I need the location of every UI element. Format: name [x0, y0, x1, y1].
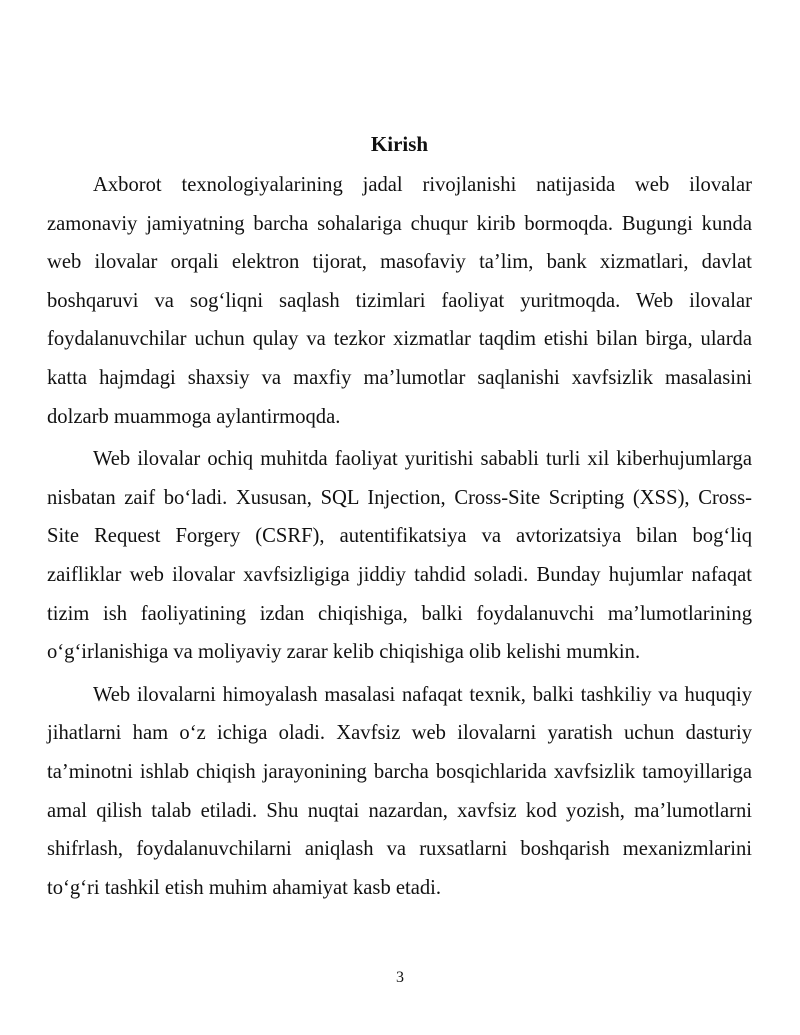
document-page: [47, 128, 752, 911]
page-number: 3: [396, 969, 404, 986]
paragraph-3: Web ilovalarni himoyalash masalasi nafaqat texnik, balki tashkiliy va huquqiy jihatlarni ham o‘z ichiga oladi. Xavfsiz web ilovalarni yaratish uchun dasturiy ta’minotni ishlab chiqish jarayonining barcha bosqichlarida xavfsizlik tamoyillariga amal qilish talab etiladi. Shu nuqtai nazardan, xavfsiz kod yozish, ma’lumotlarni shifrlash, foydalanuvchilarni aniqlash va ruxsatlarni boshqarish mexanizmlarini to‘g‘ri tashkil etish muhim ahamiyat kasb etadi.: [47, 683, 752, 899]
section-heading: Kirish: [370, 132, 429, 156]
paragraph-2: Web ilovalar ochiq muhitda faoliyat yuritishi sababli turli xil kiberhujumlarga nisbatan zaif bo‘ladi. Xususan, SQL Injection, Cross-Site Scripting (XSS), Cross-Site Request Forgery (CSRF), autentifikatsiya va avtorizatsiya bilan bog‘liq zaifliklar web ilovalar xavfsizligiga jiddiy tahdid soladi. Bunday hujumlar nafaqat tizim ish faoliyatining izdan chiqishiga, balki foydalanuvchi ma’lumotlarining o‘g‘irlanishiga va moliyaviy zarar kelib chiqishiga olib kelishi mumkin.: [47, 448, 752, 664]
paragraph-1: Axborot texnologiyalarining jadal rivojlanishi natijasida web ilovalar zamonaviy jamiyatning barcha sohalariga chuqur kirib bormoqda. Bugungi kunda web ilovalar orqali elektron tijorat, masofaviy ta’lim, bank xizmatlari, davlat boshqaruvi va sog‘liqni saqlash tizimlari faoliyat yuritmoqda. Web ilovalar foydalanuvchilar uchun qulay va tezkor xizmatlar taqdim etishi bilan birga, ularda katta hajmdagi shaxsiy va maxfiy ma’lumotlar saqlanishi xavfsizlik masalasini dolzarb muammoga aylantirmoqda.: [47, 174, 752, 428]
